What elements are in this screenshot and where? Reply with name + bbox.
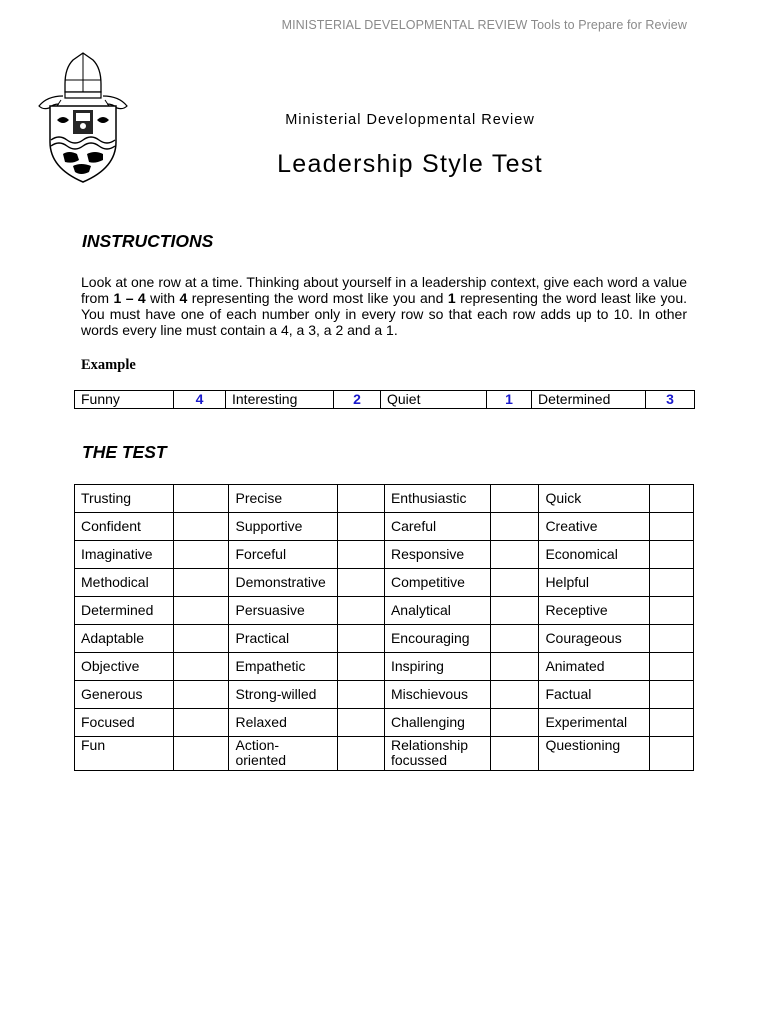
- word-cell: Objective: [75, 653, 174, 681]
- word-cell: Confident: [75, 513, 174, 541]
- score-input-cell[interactable]: [174, 569, 229, 597]
- word-cell: Mischievous: [384, 681, 490, 709]
- word-cell: Methodical: [75, 569, 174, 597]
- word-cell: Economical: [539, 541, 649, 569]
- word-cell: Practical: [229, 625, 337, 653]
- word-cell: Factual: [539, 681, 649, 709]
- example-word: Quiet: [381, 391, 487, 409]
- score-input-cell[interactable]: [649, 569, 693, 597]
- word-cell: Precise: [229, 485, 337, 513]
- score-input-cell[interactable]: [649, 737, 693, 771]
- instructions-min: 1: [447, 290, 456, 306]
- score-input-cell[interactable]: [649, 681, 693, 709]
- word-cell: Animated: [539, 653, 649, 681]
- word-cell: Strong-willed: [229, 681, 337, 709]
- score-input-cell[interactable]: [649, 513, 693, 541]
- word-cell: Focused: [75, 709, 174, 737]
- table-row: [75, 737, 694, 771]
- word-cell: Action- oriented: [229, 737, 337, 771]
- word-cell: Generous: [75, 681, 174, 709]
- example-value: 4: [174, 391, 226, 409]
- test-heading: THE TEST: [82, 442, 167, 462]
- score-input-cell[interactable]: [649, 625, 693, 653]
- word-cell: Forceful: [229, 541, 337, 569]
- running-header: MINISTERIAL DEVELOPMENTAL REVIEW Tools to Prepare for Review: [281, 18, 687, 32]
- example-value: 2: [334, 391, 381, 409]
- score-input-cell[interactable]: [337, 597, 384, 625]
- score-input-cell[interactable]: [174, 597, 229, 625]
- word-cell: Challenging: [384, 709, 490, 737]
- word-cell: Supportive: [229, 513, 337, 541]
- score-input-cell[interactable]: [337, 485, 384, 513]
- score-input-cell[interactable]: [337, 737, 384, 771]
- word-cell: Relationship focussed: [384, 737, 490, 771]
- word-cell: Experimental: [539, 709, 649, 737]
- word-cell: Determined: [75, 597, 174, 625]
- table-row: [75, 709, 694, 737]
- word-cell: Receptive: [539, 597, 649, 625]
- table-row: [75, 597, 694, 625]
- example-row: [75, 391, 695, 409]
- example-value: 1: [487, 391, 532, 409]
- score-input-cell[interactable]: [174, 653, 229, 681]
- word-cell: Persuasive: [229, 597, 337, 625]
- score-input-cell[interactable]: [649, 709, 693, 737]
- word-cell: Imaginative: [75, 541, 174, 569]
- score-input-cell[interactable]: [649, 541, 693, 569]
- score-input-cell[interactable]: [491, 597, 539, 625]
- table-row: [75, 485, 694, 513]
- score-input-cell[interactable]: [491, 681, 539, 709]
- table-row: [75, 653, 694, 681]
- word-cell: Encouraging: [384, 625, 490, 653]
- test-table: [74, 484, 694, 771]
- table-row: [75, 681, 694, 709]
- score-input-cell[interactable]: [491, 709, 539, 737]
- word-cell: Adaptable: [75, 625, 174, 653]
- word-cell: Questioning: [539, 737, 649, 771]
- table-row: [75, 541, 694, 569]
- example-word: Determined: [532, 391, 646, 409]
- test-table-body: [75, 485, 694, 771]
- score-input-cell[interactable]: [491, 569, 539, 597]
- word-cell: Helpful: [539, 569, 649, 597]
- word-cell: Creative: [539, 513, 649, 541]
- document-subtitle: Ministerial Developmental Review: [285, 112, 535, 128]
- instructions-text-1: Look at one row at a time. Thinking about yourself in a leadership context, give each word a value from: [81, 274, 687, 306]
- score-input-cell[interactable]: [649, 485, 693, 513]
- score-input-cell[interactable]: [491, 625, 539, 653]
- instructions-text-4: representing the word least like you. You must have one of each number only in every row so that each row adds up to 10. In other words every line must contain a 4, a 3, a 2 and a 1.: [81, 290, 687, 338]
- instructions-text-2: with: [145, 290, 180, 306]
- example-table: [74, 390, 695, 409]
- score-input-cell[interactable]: [174, 681, 229, 709]
- word-cell: Responsive: [384, 541, 490, 569]
- score-input-cell[interactable]: [491, 513, 539, 541]
- score-input-cell[interactable]: [174, 485, 229, 513]
- word-cell: Courageous: [539, 625, 649, 653]
- score-input-cell[interactable]: [649, 597, 693, 625]
- score-input-cell[interactable]: [174, 625, 229, 653]
- score-input-cell[interactable]: [491, 541, 539, 569]
- word-cell: Analytical: [384, 597, 490, 625]
- score-input-cell[interactable]: [649, 653, 693, 681]
- example-word: Interesting: [226, 391, 334, 409]
- score-input-cell[interactable]: [491, 737, 539, 771]
- score-input-cell[interactable]: [337, 541, 384, 569]
- score-input-cell[interactable]: [337, 709, 384, 737]
- instructions-paragraph: [81, 274, 687, 338]
- score-input-cell[interactable]: [337, 681, 384, 709]
- instructions-max: 4: [179, 290, 188, 306]
- word-cell: Careful: [384, 513, 490, 541]
- example-word: Funny: [75, 391, 174, 409]
- instructions-heading: INSTRUCTIONS: [82, 231, 214, 251]
- word-cell: Empathetic: [229, 653, 337, 681]
- score-input-cell[interactable]: [491, 485, 539, 513]
- word-cell: Enthusiastic: [384, 485, 490, 513]
- document-title: Leadership Style Test: [277, 150, 543, 178]
- score-input-cell[interactable]: [337, 569, 384, 597]
- word-cell: Trusting: [75, 485, 174, 513]
- score-input-cell[interactable]: [337, 625, 384, 653]
- instructions-text-3: representing the word most like you and: [187, 290, 448, 306]
- score-input-cell[interactable]: [491, 653, 539, 681]
- word-cell: Competitive: [384, 569, 490, 597]
- instructions-range: 1 – 4: [113, 290, 146, 306]
- table-row: [75, 569, 694, 597]
- table-row: [75, 625, 694, 653]
- score-input-cell[interactable]: [174, 709, 229, 737]
- word-cell: Demonstrative: [229, 569, 337, 597]
- score-input-cell[interactable]: [174, 513, 229, 541]
- word-cell: Fun: [75, 737, 174, 771]
- example-value: 3: [646, 391, 695, 409]
- score-input-cell[interactable]: [337, 653, 384, 681]
- score-input-cell[interactable]: [174, 737, 229, 771]
- word-cell: Relaxed: [229, 709, 337, 737]
- score-input-cell[interactable]: [337, 513, 384, 541]
- word-cell: Inspiring: [384, 653, 490, 681]
- example-label: Example: [81, 357, 136, 373]
- word-cell: Quick: [539, 485, 649, 513]
- score-input-cell[interactable]: [174, 541, 229, 569]
- table-row: [75, 513, 694, 541]
